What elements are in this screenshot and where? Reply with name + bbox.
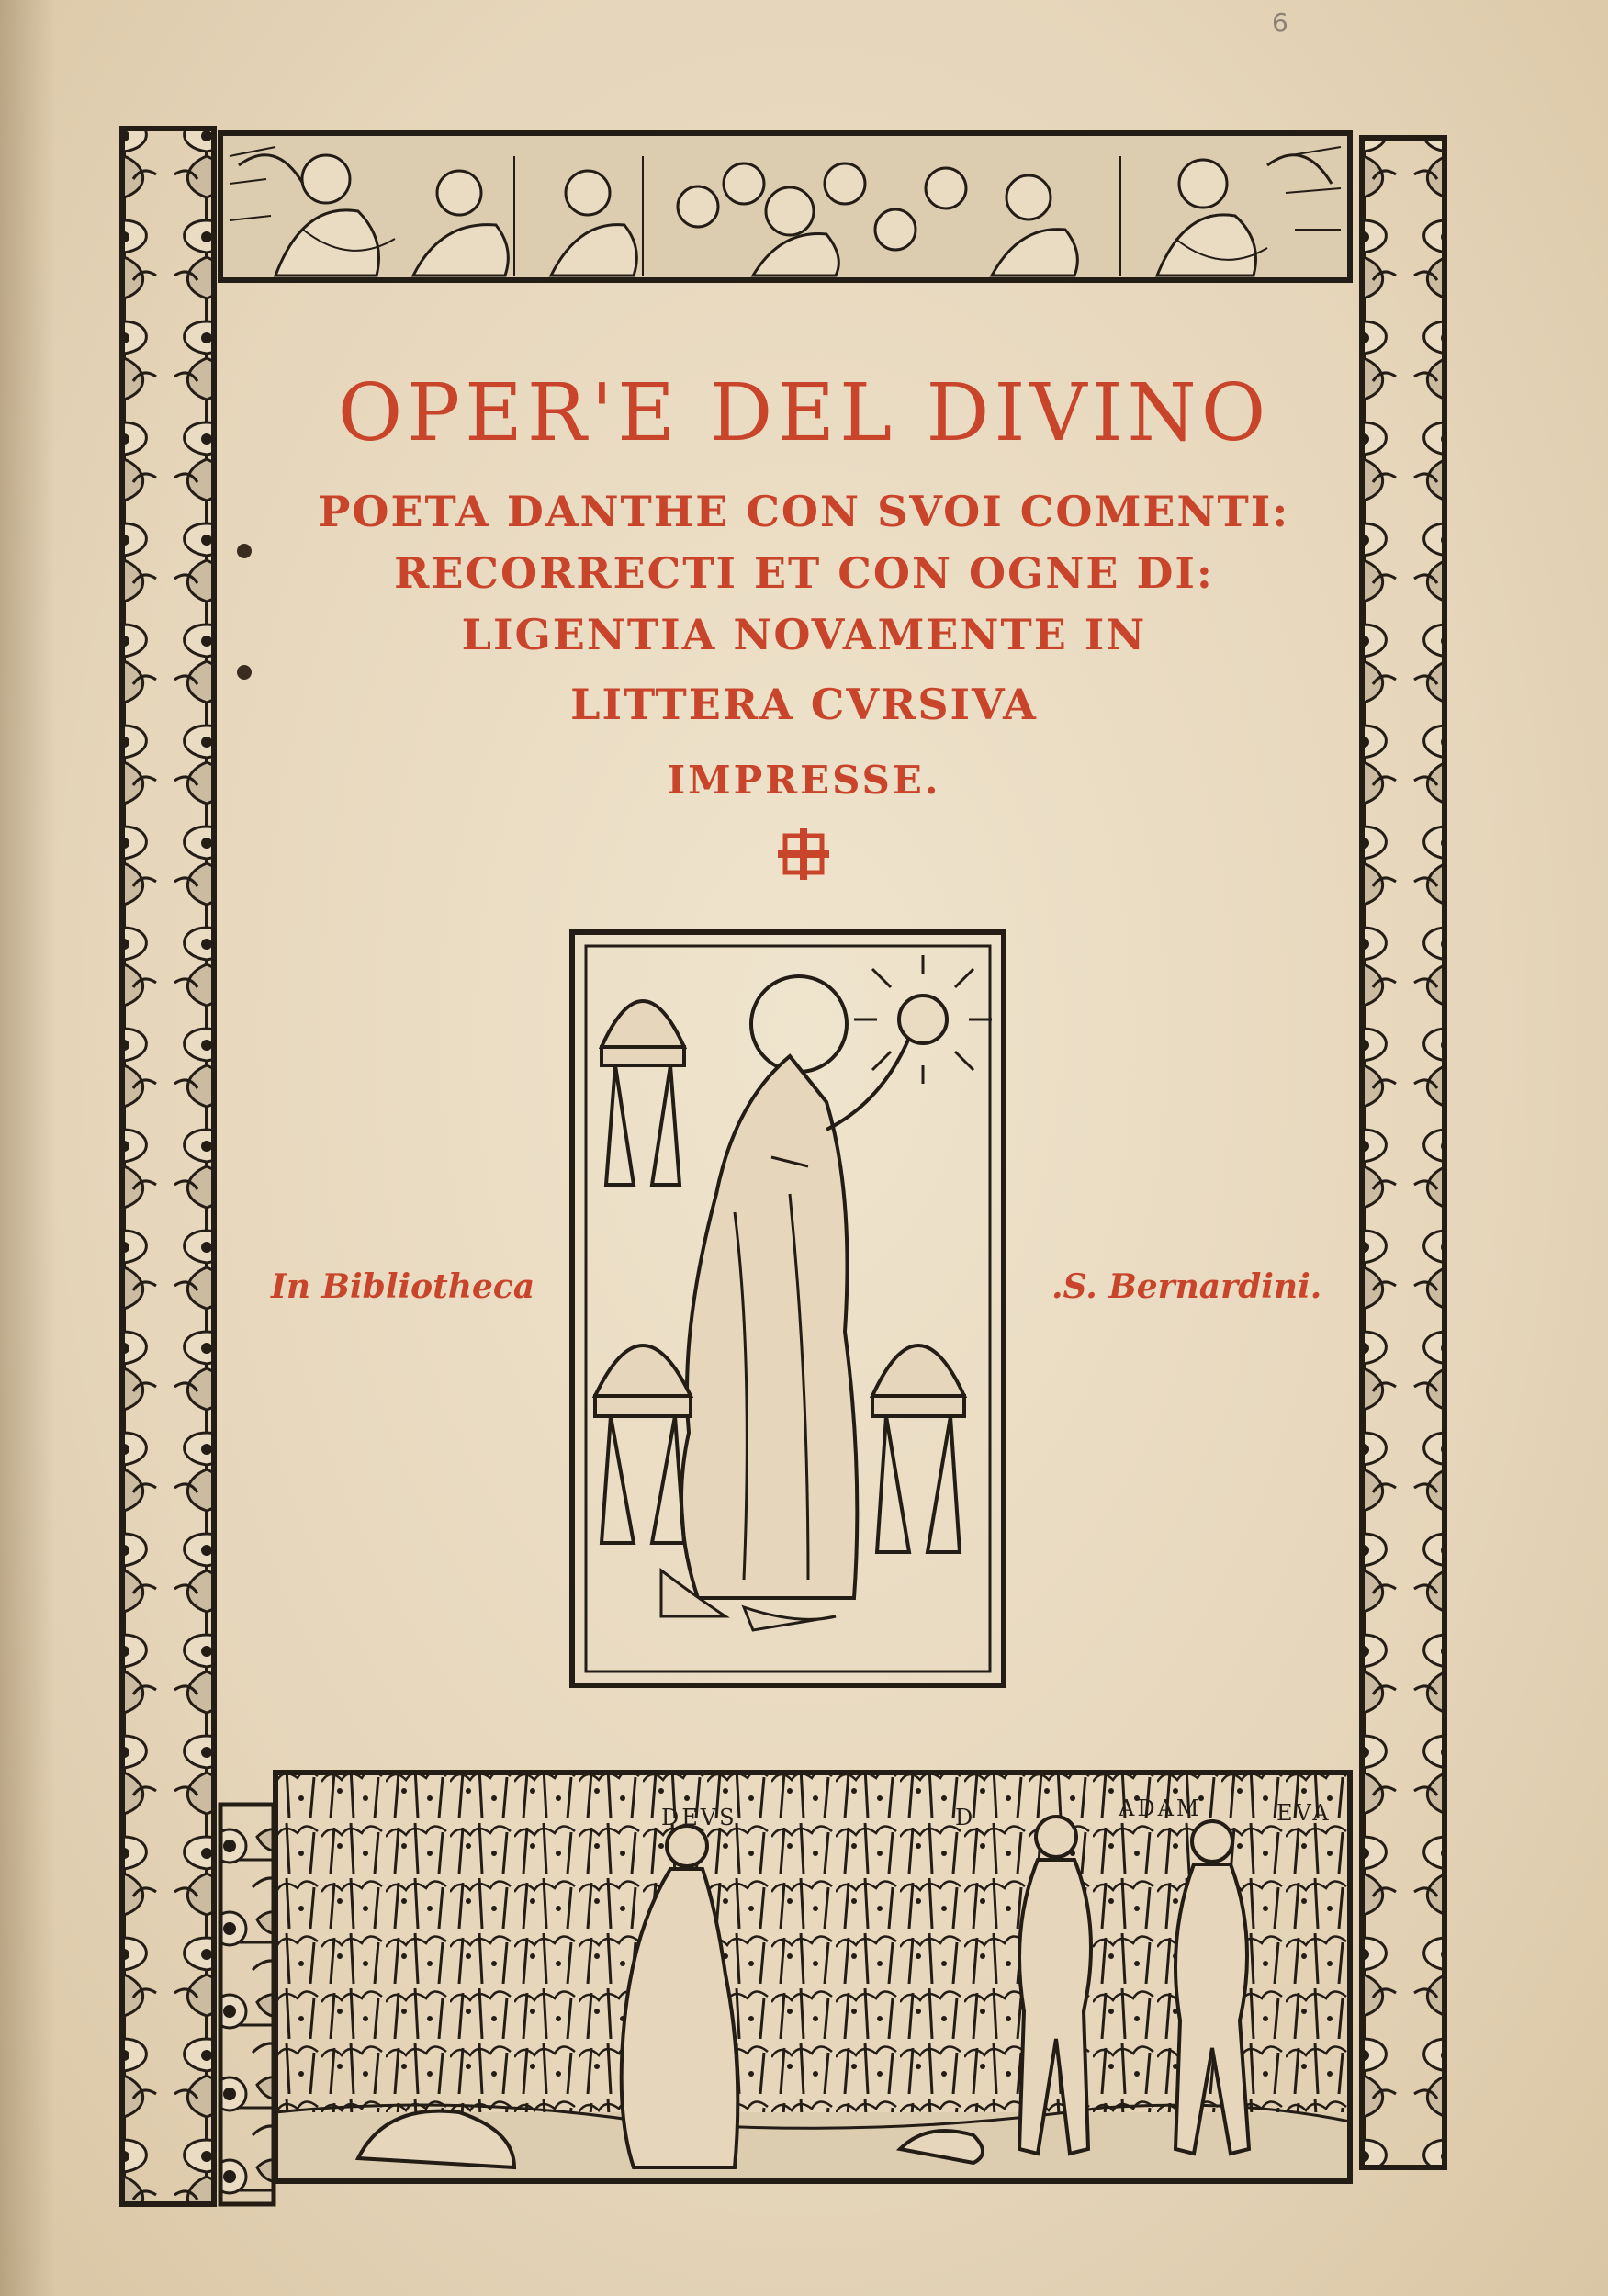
- title-line-5: LITTERA CVRSIVA: [570, 680, 1038, 729]
- caption-deus: DEVS: [661, 1805, 737, 1830]
- pencil-mark: 6: [1272, 7, 1288, 38]
- caption-d: D: [955, 1805, 976, 1830]
- saint-bernardino-woodcut: [572, 932, 1004, 1685]
- title-line-4: LIGENTIA NOVAMENTE IN: [461, 610, 1147, 659]
- angels-frieze: [220, 133, 1350, 280]
- cross-ornament: [778, 828, 829, 880]
- ownership-stamp-right: .S. Bernardini.: [1051, 1267, 1322, 1306]
- title-line-1: OPER'E DEL DIVINO: [337, 367, 1271, 459]
- title-line-6: IMPRESSE.: [667, 758, 941, 803]
- caption-eva: EVA: [1276, 1800, 1332, 1826]
- adam-eve-woodcut: [275, 1773, 1350, 2181]
- title-line-3: RECORRECTI ET CON OGNE DI:: [394, 548, 1214, 598]
- caption-adam: ADAM: [1119, 1795, 1202, 1821]
- title-line-2: POETA DANTHE CON SVOI COMENTI:: [318, 487, 1290, 536]
- ownership-stamp-left: In Bibliotheca: [271, 1267, 535, 1306]
